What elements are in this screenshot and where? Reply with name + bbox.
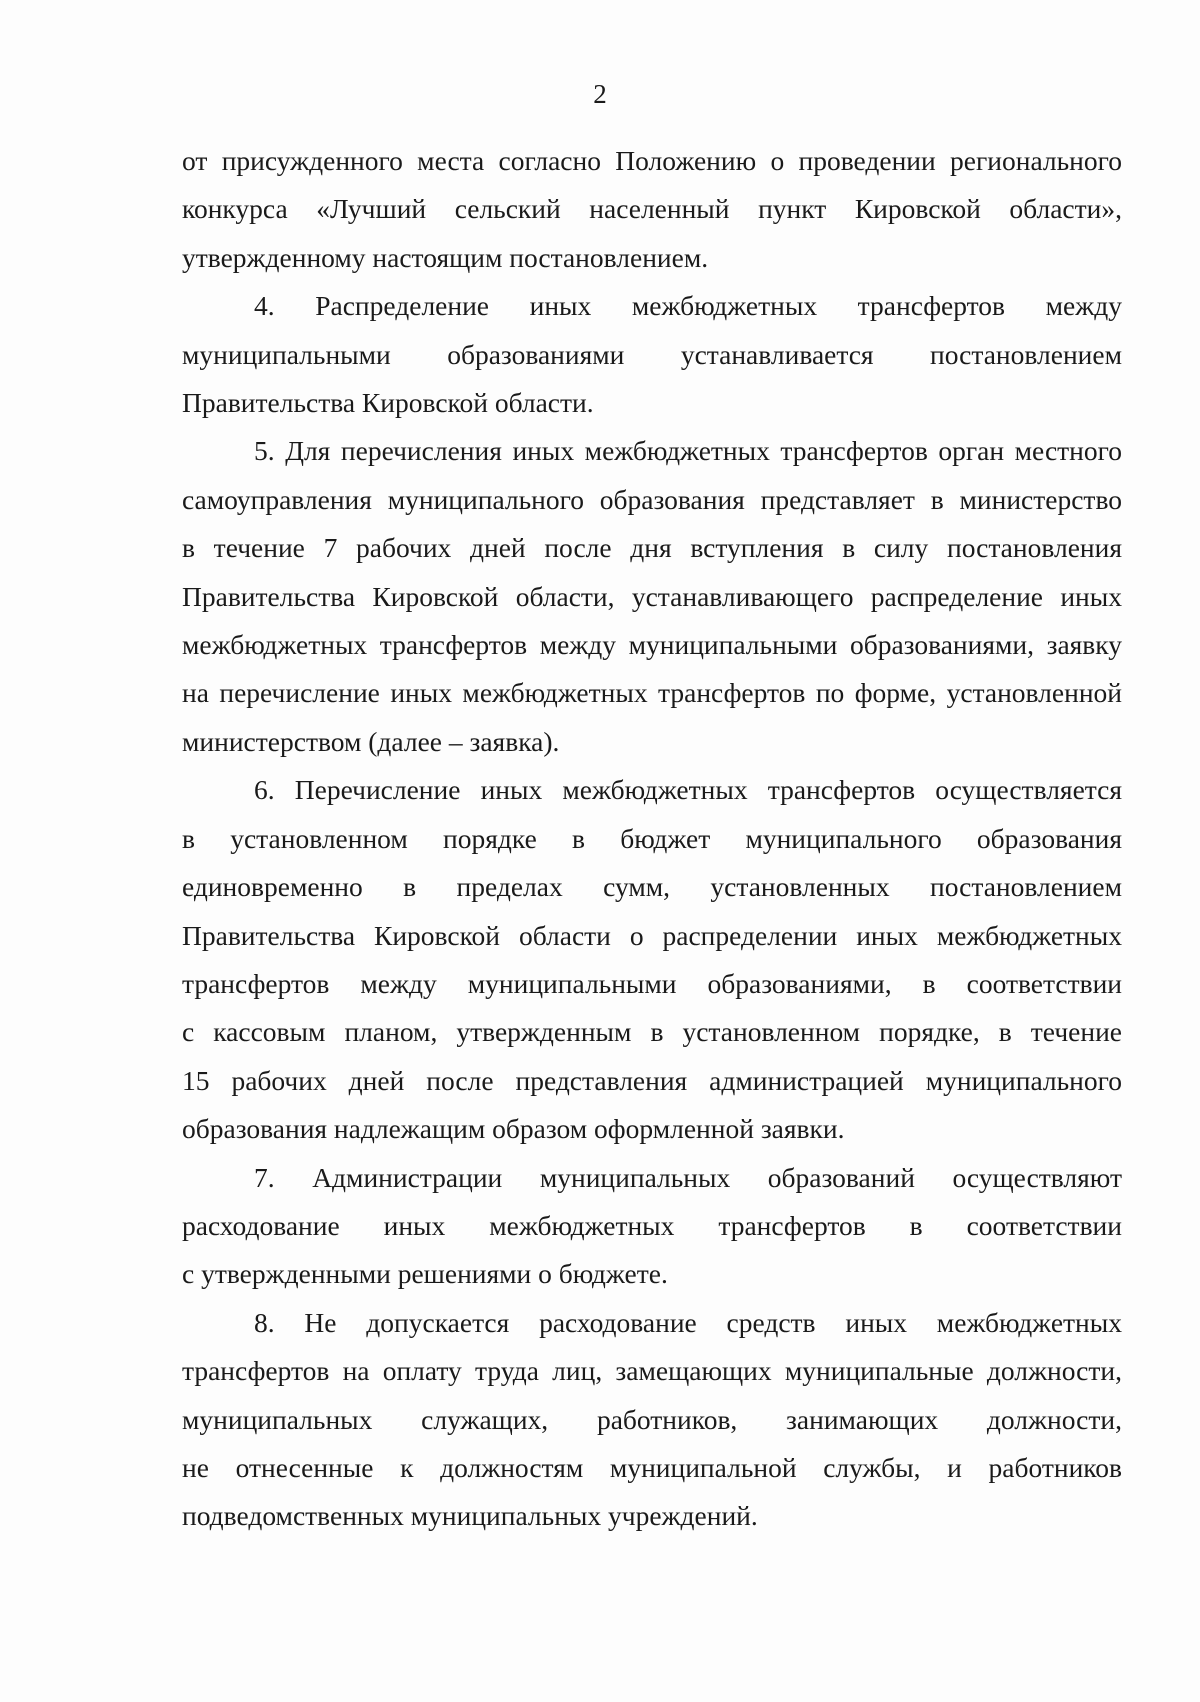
- text-line: Правительства Кировской области о распределении иных межбюджетных: [182, 919, 1122, 951]
- text-line: межбюджетных трансфертов между муниципальными образованиями, заявку: [182, 629, 1122, 661]
- text-line: единовременно в пределах сумм, установленных постановлением: [182, 871, 1122, 903]
- text-line: образования надлежащим образом оформленной заявки.: [182, 1113, 845, 1145]
- text-line: расходование иных межбюджетных трансфертов в соответствии: [182, 1209, 1122, 1241]
- text-line: трансфертов между муниципальными образованиями, в соответствии: [182, 967, 1122, 999]
- paragraph-4: [182, 282, 1122, 427]
- text-line: министерством (далее – заявка).: [182, 725, 560, 757]
- text-line: в установленном порядке в бюджет муниципального образования: [182, 822, 1122, 854]
- text-line: трансфертов на оплату труда лиц, замещающих муниципальные должности,: [182, 1355, 1122, 1387]
- text-line: Правительства Кировской области.: [182, 387, 594, 419]
- text-line: Правительства Кировской области, устанавливающего распределение иных: [182, 580, 1122, 612]
- text-line: на перечисление иных межбюджетных трансфертов по форме, установленной: [182, 677, 1122, 709]
- paragraph-6: [182, 766, 1122, 1153]
- text-line: от присужденного места согласно Положению о проведении регионального: [182, 145, 1122, 176]
- text-line: не отнесенные к должностям муниципальной службы, и работников: [182, 1451, 1122, 1483]
- text-line: муниципальными образованиями устанавливается постановлением: [182, 338, 1122, 370]
- paragraph-continuation: [182, 137, 1122, 282]
- text-line: муниципальных служащих, работников, занимающих должности,: [182, 1403, 1122, 1435]
- text-line: с утвержденными решениями о бюджете.: [182, 1258, 668, 1290]
- text-line: с кассовым планом, утвержденным в установленном порядке, в течение: [182, 1016, 1122, 1048]
- page-number: 2: [593, 79, 607, 109]
- text-line: утвержденному настоящим постановлением.: [182, 241, 709, 273]
- text-line: конкурса «Лучший сельский населенный пункт Кировской области»,: [182, 193, 1122, 225]
- text-line: подведомственных муниципальных учреждений.: [182, 1500, 758, 1532]
- text-line: 7. Администрации муниципальных образований осуществляют: [254, 1161, 1122, 1193]
- paragraph-5: [182, 427, 1122, 766]
- paragraph-7: [182, 1154, 1122, 1299]
- text-line: 6. Перечисление иных межбюджетных трансфертов осуществляется: [254, 774, 1122, 806]
- paragraph-8: [182, 1299, 1122, 1541]
- document-body: [182, 137, 1122, 1541]
- text-line: 4. Распределение иных межбюджетных трансфертов между: [254, 290, 1122, 322]
- text-line: в течение 7 рабочих дней после дня вступления в силу постановления: [182, 532, 1122, 564]
- text-line: самоуправления муниципального образования представляет в министерство: [182, 483, 1122, 515]
- text-line: 8. Не допускается расходование средств иных межбюджетных: [254, 1306, 1122, 1338]
- text-line: 15 рабочих дней после представления администрацией муниципального: [182, 1064, 1122, 1096]
- text-line: 5. Для перечисления иных межбюджетных трансфертов орган местного: [254, 435, 1122, 467]
